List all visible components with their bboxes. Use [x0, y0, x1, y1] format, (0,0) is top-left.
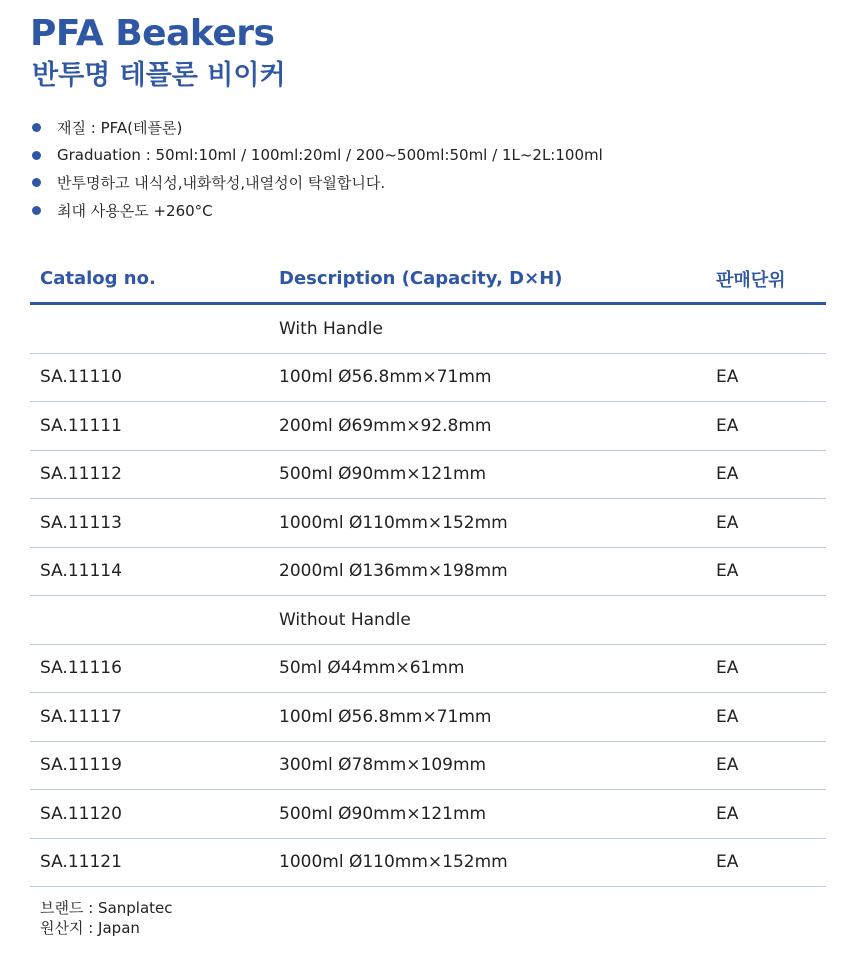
cell-description: 300ml Ø78mm×109mm: [279, 755, 487, 776]
table-row: [30, 693, 826, 742]
cell-description: 500ml Ø90mm×121mm: [279, 803, 487, 824]
spec-item: [32, 142, 603, 170]
spec-text: 최대 사용온도 +260°C: [57, 201, 213, 220]
cell-catalog: SA.11120: [40, 803, 122, 824]
header-unit: 판매단위: [716, 269, 786, 291]
spec-item: [32, 169, 603, 197]
cell-description: 50ml Ø44mm×61mm: [279, 658, 465, 679]
group-label: With Handle: [279, 318, 383, 339]
bullet-dot-icon: [32, 123, 41, 132]
table-row: [30, 548, 826, 597]
cell-description: 2000ml Ø136mm×198mm: [279, 561, 508, 582]
cell-unit: EA: [716, 367, 739, 388]
cell-unit: EA: [716, 755, 739, 776]
group-label: Without Handle: [279, 609, 411, 630]
table-row: [30, 790, 826, 839]
header-catalog: Catalog no.: [40, 268, 156, 289]
cell-catalog: SA.11110: [40, 367, 122, 388]
group-row-without-handle: [30, 596, 826, 645]
spec-list: [32, 114, 603, 224]
spec-text: Graduation : 50ml:10ml / 100ml:20ml / 200~500ml:50ml / 1L~2L:100ml: [57, 146, 603, 165]
cell-catalog: SA.11117: [40, 706, 122, 727]
bullet-dot-icon: [32, 151, 41, 160]
cell-catalog: SA.11119: [40, 755, 122, 776]
table-row: [30, 451, 826, 500]
table-header: [30, 255, 826, 305]
spec-text: 반투명하고 내식성,내화학성,내열성이 탁월합니다.: [57, 174, 386, 193]
page-subtitle: 반투명 테플론 비이커: [32, 60, 286, 91]
cell-catalog: SA.11113: [40, 512, 122, 533]
cell-unit: EA: [716, 706, 739, 727]
cell-catalog: SA.11121: [40, 852, 122, 873]
bullet-dot-icon: [32, 178, 41, 187]
brand-line: 브랜드 : Sanplatec: [40, 899, 173, 917]
spec-item: [32, 114, 603, 142]
cell-catalog: SA.11114: [40, 561, 122, 582]
table-row: [30, 645, 826, 694]
table-row: [30, 354, 826, 403]
table-row: [30, 839, 826, 888]
page-title: PFA Beakers: [30, 13, 275, 54]
cell-unit: EA: [716, 464, 739, 485]
header-description: Description (Capacity, D×H): [279, 268, 563, 289]
cell-description: 500ml Ø90mm×121mm: [279, 464, 487, 485]
cell-catalog: SA.11111: [40, 415, 122, 436]
cell-unit: EA: [716, 658, 739, 679]
cell-description: 1000ml Ø110mm×152mm: [279, 512, 508, 533]
group-row-with-handle: [30, 305, 826, 354]
table-row: [30, 742, 826, 791]
cell-description: 1000ml Ø110mm×152mm: [279, 852, 508, 873]
cell-unit: EA: [716, 512, 739, 533]
cell-catalog: SA.11116: [40, 658, 122, 679]
cell-description: 100ml Ø56.8mm×71mm: [279, 367, 492, 388]
table-row: [30, 402, 826, 451]
cell-catalog: SA.11112: [40, 464, 122, 485]
table-row: [30, 499, 826, 548]
spec-item: [32, 197, 603, 225]
cell-unit: EA: [716, 561, 739, 582]
cell-description: 100ml Ø56.8mm×71mm: [279, 706, 492, 727]
cell-description: 200ml Ø69mm×92.8mm: [279, 415, 492, 436]
cell-unit: EA: [716, 415, 739, 436]
cell-unit: EA: [716, 803, 739, 824]
catalog-table: [30, 255, 826, 887]
cell-unit: EA: [716, 852, 739, 873]
bullet-dot-icon: [32, 206, 41, 215]
spec-text: 재질 : PFA(테플론): [57, 119, 183, 138]
origin-line: 원산지 : Japan: [40, 919, 140, 937]
product-footer: [40, 898, 173, 938]
